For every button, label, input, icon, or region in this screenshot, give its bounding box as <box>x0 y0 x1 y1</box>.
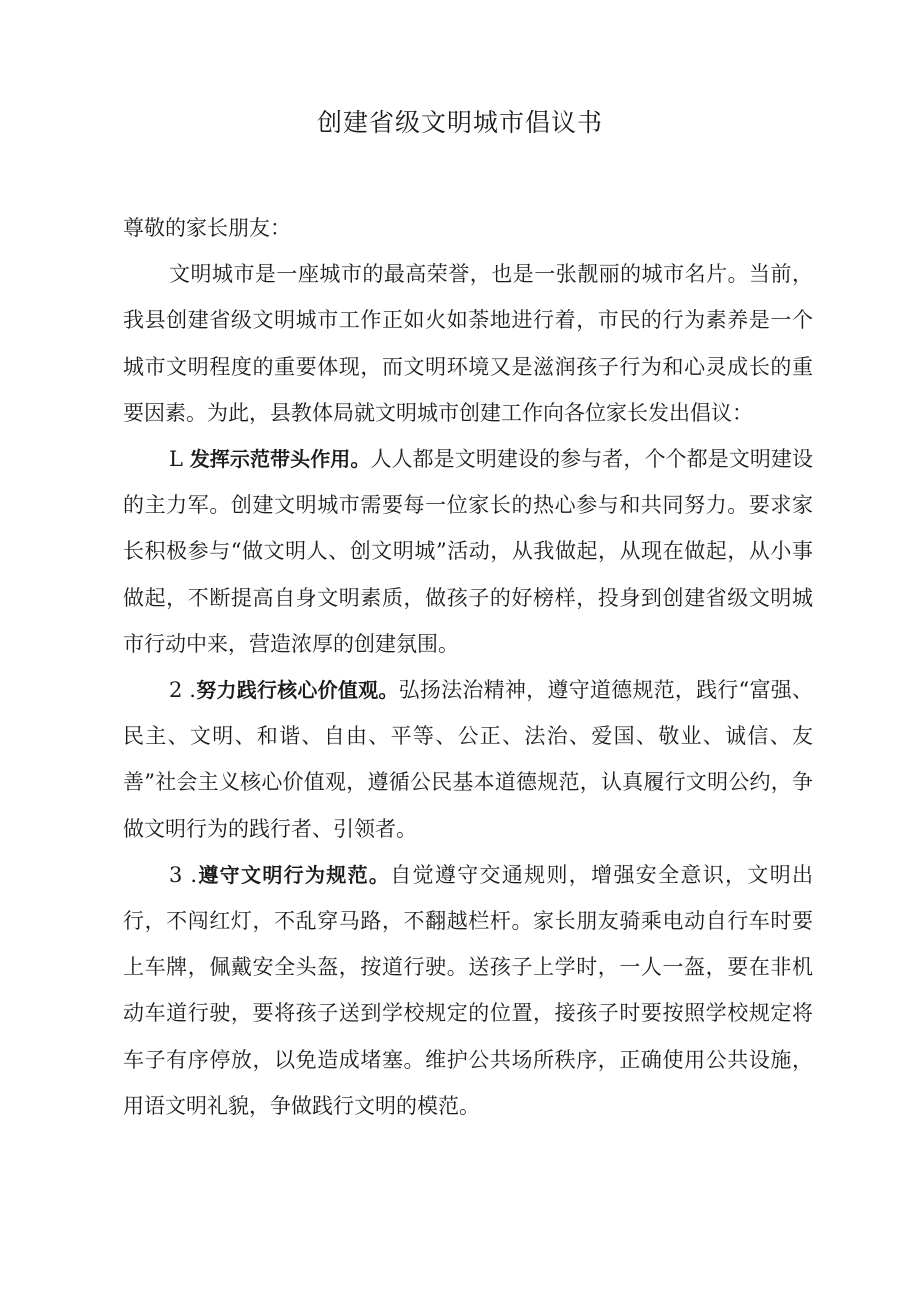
item-heading-3: 遵守文明行为规范。 <box>197 862 391 887</box>
item-text-3: 自觉遵守交通规则，增强安全意识，文明出行，不闯红灯，不乱穿马路，不翻越栏杆。家长朋友骑乘电动自行车时要上车牌，佩戴安全头盔，按道行驶。送孩子上学时，一人一盔，要在非机动车道行驶，要将孩子送到学校规定的位置，接孩子时要按照学校规定将车子有序停放，以免造成堵塞。维护公共场所秩序，正确使用公共设施，用语文明礼貌，争做践行文明的模范。 <box>123 862 814 1118</box>
item-number-1: L <box>169 447 183 471</box>
item-text-2: 弘扬法治精神，遵守道德规范，践行“富强、民主、文明、和谐、自由、平等、公正、法治、爱国、敬业、诚信、友善”社会主义核心价值观，遵循公民基本道德规范，认真履行文明公约，争做文明行为的践行者、引领者。 <box>123 678 814 841</box>
intro-paragraph: 文明城市是一座城市的最高荣誉，也是一张靓丽的城市名片。当前，我县创建省级文明城市工作正如火如荼地进行着，市民的行为素养是一个城市文明程度的重要体现，而文明环境又是滋润孩子行为和心灵成长的重要因素。为此，县教体局就文明城市创建工作向各位家长发出倡议： <box>123 262 813 425</box>
item-number-3: 3 . <box>169 862 198 887</box>
item-number-2: 2 . <box>169 678 196 703</box>
item-heading-1: 发挥示范带头作用。 <box>189 447 371 471</box>
salutation: 尊敬的家长朋友： <box>123 216 291 240</box>
document-body <box>123 205 813 1129</box>
item-heading-2: 努力践行核心价值观。 <box>195 678 399 703</box>
item-paragraph-2 <box>123 667 813 852</box>
item-paragraph-1 <box>123 436 813 667</box>
item-text-1: 人人都是文明建设的参与者，个个都是文明建设的主力军。创建文明城市需要每一位家长的热心参与和共同努力。要求家长积极参与“做文明人、创文明城”活动，从我做起，从现在做起，从小事做起，不断提高自身文明素质，做孩子的好榜样，投身到创建省级文明城市行动中来，营造浓厚的创建氛围。 <box>123 447 814 656</box>
document-title: 创建省级文明城市倡议书 <box>316 108 603 137</box>
item-paragraph-3 <box>123 852 813 1129</box>
